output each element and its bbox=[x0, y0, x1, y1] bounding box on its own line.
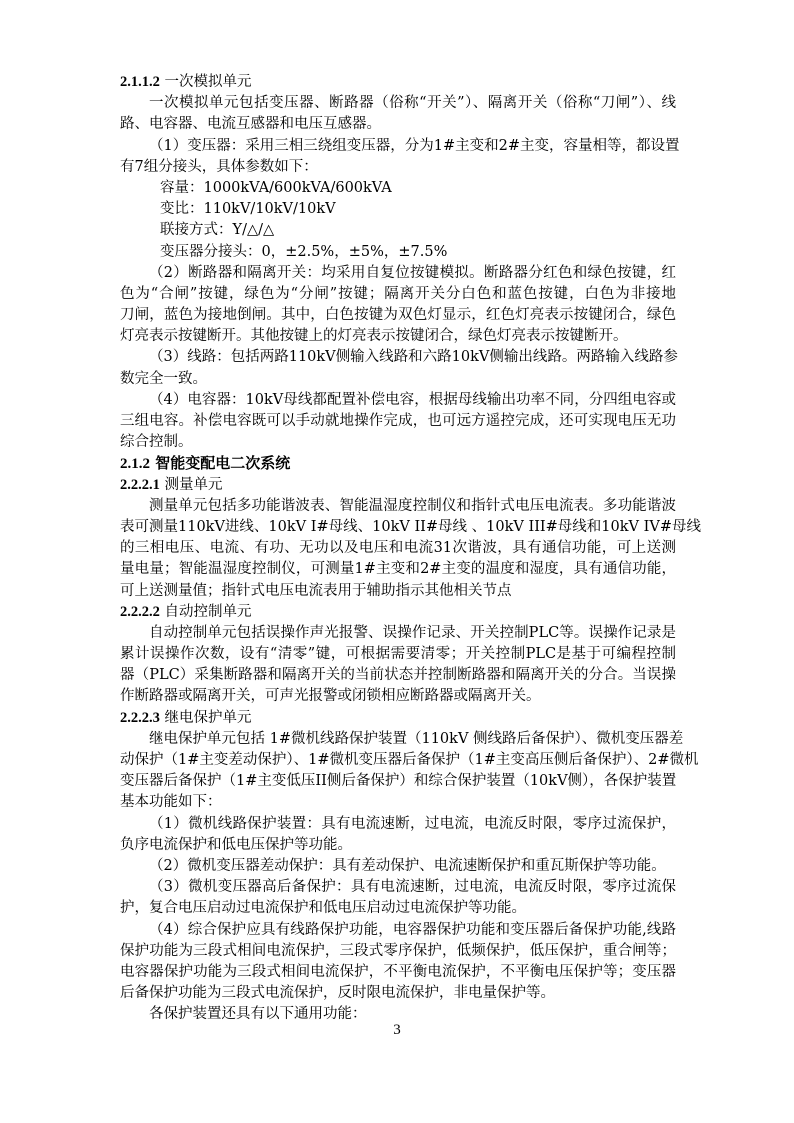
heading-text: 自动控制单元 bbox=[159, 603, 252, 620]
text-line: 表可测量110kV进线、10kV I#母线、10kV II#母线 、10kV III#母线和10kV IV#母线 bbox=[120, 518, 701, 535]
text-line: 量电量；智能温湿度控制仪，可测量1#主变和2#主变的温度和湿度，具有通信功能， bbox=[120, 561, 676, 578]
page-content bbox=[120, 72, 701, 1025]
text-line: 自动控制单元包括误操作声光报警、误操作记录、开关控制PLC等。误操作记录是 bbox=[149, 624, 676, 641]
text-line: 色为“合闸”按键，绿色为“分闸”按键；隔离开关分白色和蓝色按键，白色为非接地 bbox=[120, 285, 676, 302]
text-line: 有7组分接头，具体参数如下： bbox=[120, 158, 318, 175]
text-line: 路、电容器、电流互感器和电压互感器。 bbox=[120, 116, 381, 133]
text-line: 负序电流保护和低电压保护等功能。 bbox=[120, 836, 352, 853]
text-line: （3）线路：包括两路110kV侧输入线路和六路10kV侧输出线路。两路输入线路参 bbox=[149, 349, 678, 366]
text-line: （4）电容器：10kV母线都配置补偿电容，根据母线输出功率不同，分四组电容或 bbox=[149, 391, 676, 408]
text-line: 后备保护功能为三段式电流保护，反时限电流保护，非电量保护等。 bbox=[120, 985, 555, 1002]
heading-number: 2.2.2.3 bbox=[120, 709, 160, 726]
text-line: 累计误操作次数，设有“清零”键，可根据需要清零；开关控制PLC是基于可编程控制 bbox=[120, 646, 676, 663]
heading-text: 智能变配电二次系统 bbox=[150, 454, 291, 473]
text-line: （3）微机变压器高后备保护：具有电流速断，过电流，电流反时限，零序过流保 bbox=[149, 879, 676, 896]
text-line: 刀闸，蓝色为接地倒闸。其中，白色按键为双色灯显示，红色灯亮表示按键闭合，绿色 bbox=[120, 307, 676, 324]
heading-text: 继电保护单元 bbox=[159, 709, 252, 726]
text-line: 的三相电压、电流、有功、无功以及电压和电流31次谐波，具有通信功能，可上送测 bbox=[120, 540, 676, 557]
page-number: 3 bbox=[393, 1022, 401, 1038]
text-line: 各保护装置还具有以下通用功能： bbox=[149, 1006, 367, 1023]
text-line: 一次模拟单元包括变压器、断路器（俗称“开关”）、隔离开关（俗称“刀闸”）、线 bbox=[149, 95, 676, 112]
text-line: 保护功能为三段式相间电流保护，三段式零序保护，低频保护，低压保护，重合闸等； bbox=[120, 942, 676, 959]
subsection-heading bbox=[120, 72, 676, 93]
subsection-heading bbox=[120, 602, 676, 623]
text-line: 护，复合电压启动过电流保护和低电压启动过电流保护等功能。 bbox=[120, 900, 526, 917]
text-line: 联接方式：Y/△/△ bbox=[160, 222, 275, 239]
text-line: 可上送测量值；指针式电压电流表用于辅助指示其他相关节点 bbox=[120, 582, 512, 599]
text-line: 数完全一致。 bbox=[120, 370, 207, 387]
section-heading bbox=[120, 453, 676, 474]
heading-number: 2.1.2 bbox=[120, 456, 150, 473]
text-line: （1）微机线路保护装置：具有电流速断，过电流，电流反时限，零序过流保护， bbox=[149, 815, 676, 832]
text-line: （4）综合保护应具有线路保护功能，电容器保护功能和变压器后备保护功能,线路 bbox=[149, 921, 676, 938]
text-line: 继电保护单元包括 1#微机线路保护装置（110kV 侧线路后备保护）、微机变压器差 bbox=[149, 730, 684, 747]
text-line: 三组电容。补偿电容既可以手动就地操作完成，也可远方遥控完成，还可实现电压无功 bbox=[120, 413, 676, 429]
heading-number: 2.1.1.2 bbox=[120, 74, 160, 90]
heading-text: 测量单元 bbox=[159, 476, 223, 493]
text-line: 器（PLC）采集断路器和隔离开关的当前状态并控制断路器和隔离开关的分合。当误操 bbox=[120, 667, 676, 684]
heading-text: 一次模拟单元 bbox=[159, 74, 252, 90]
subsection-heading bbox=[120, 475, 676, 496]
text-line: （2）微机变压器差动保护：具有差动保护、电流速断保护和重瓦斯保护等功能。 bbox=[149, 857, 666, 874]
heading-number: 2.2.2.1 bbox=[120, 476, 160, 493]
text-line: 变压器后备保护（1#主变低压II侧后备保护）和综合保护装置（10kV侧），各保护装置 bbox=[120, 773, 677, 790]
text-line: 容量：1000kVA/600kVA/600kVA bbox=[160, 179, 392, 196]
text-line: 测量单元包括多功能谐波表、智能温湿度控制仪和指针式电压电流表。多功能谐波 bbox=[149, 497, 676, 514]
text-line: 基本功能如下： bbox=[120, 794, 222, 811]
text-line: （1）变压器：采用三相三绕组变压器，分为1#主变和2#主变，容量相等，都设置 bbox=[149, 137, 680, 154]
text-line: 变比：110kV/10kV/10kV bbox=[160, 201, 336, 218]
heading-number: 2.2.2.2 bbox=[120, 603, 160, 620]
subsection-heading bbox=[120, 708, 676, 729]
text-line: 灯亮表示按键断开。其他按键上的灯亮表示按键闭合，绿色灯亮表示按键断开。 bbox=[120, 328, 628, 345]
text-line: 动保护（1#主变差动保护）、1#微机变压器后备保护（1#主变高压侧后备保护）、2#微机 bbox=[120, 752, 699, 768]
text-line: 电容器保护功能为三段式相间电流保护，不平衡电流保护，不平衡电压保护等；变压器 bbox=[120, 963, 676, 980]
text-line: 综合控制。 bbox=[120, 434, 193, 451]
text-line: （2）断路器和隔离开关：均采用自复位按键模拟。断路器分红色和绿色按键，红 bbox=[149, 264, 676, 281]
text-line: 变压器分接头：0，±2.5%，±5%，±7.5% bbox=[160, 243, 448, 260]
text-line: 作断路器或隔离开关，可声光报警或闭锁相应断路器或隔离开关。 bbox=[120, 688, 541, 705]
